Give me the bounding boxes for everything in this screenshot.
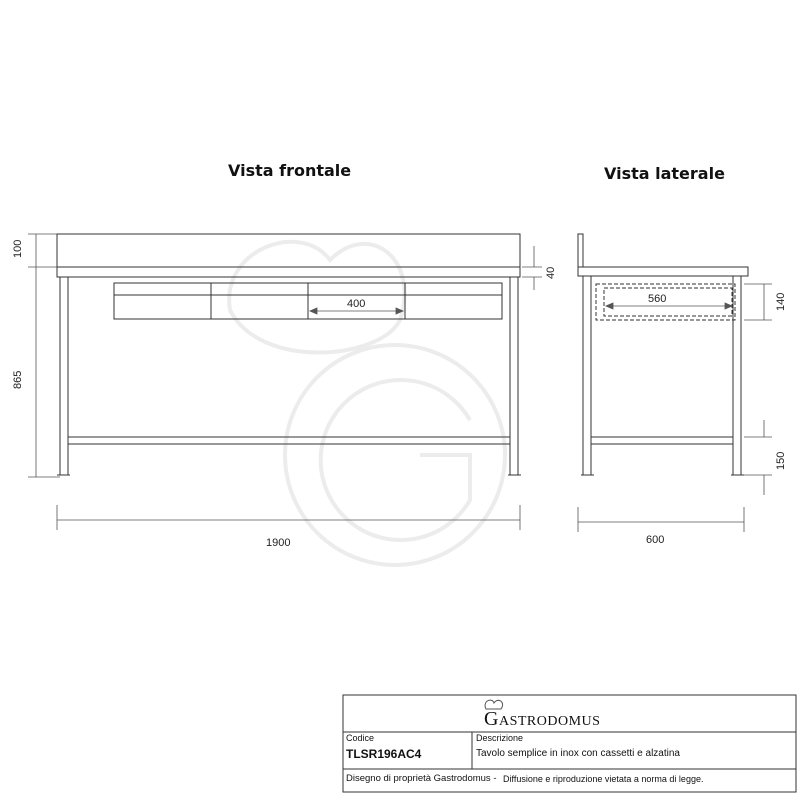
front-dimensions bbox=[28, 234, 542, 530]
side-view-title: Vista laterale bbox=[604, 164, 725, 183]
code-label: Codice bbox=[346, 733, 375, 743]
code-value: TLSR196AC4 bbox=[346, 747, 422, 761]
front-leg-left bbox=[60, 277, 68, 475]
front-shelf bbox=[68, 437, 510, 444]
dim-total-height: 865 bbox=[12, 370, 24, 389]
dim-total-length: 1900 bbox=[266, 537, 291, 549]
front-view bbox=[57, 234, 521, 475]
dim-drawer-height: 140 bbox=[775, 292, 787, 311]
dim-top-thickness: 40 bbox=[545, 266, 557, 279]
front-view-title: Vista frontale bbox=[228, 161, 352, 180]
description-label: Descrizione bbox=[476, 733, 524, 743]
description-value: Tavolo semplice in inox con cassetti e alzatina bbox=[476, 748, 680, 759]
brand-initial: G bbox=[484, 708, 499, 730]
drawer-4 bbox=[405, 283, 502, 319]
dim-drawer-depth: 560 bbox=[648, 293, 667, 305]
front-worktop bbox=[57, 267, 520, 277]
dim-shelf-height: 150 bbox=[775, 451, 787, 470]
front-leg-right bbox=[510, 277, 518, 475]
side-backsplash bbox=[578, 234, 583, 267]
dim-total-depth: 600 bbox=[646, 534, 665, 546]
side-worktop bbox=[578, 267, 748, 276]
side-view bbox=[578, 234, 748, 475]
brand-logo-text bbox=[484, 708, 600, 731]
front-backsplash bbox=[57, 234, 520, 267]
brand-rest: ASTRODOMUS bbox=[498, 714, 601, 729]
dim-drawer-width: 400 bbox=[347, 298, 366, 310]
side-shelf bbox=[591, 437, 733, 444]
dim-backsplash-height: 100 bbox=[12, 239, 24, 258]
side-dimensions bbox=[578, 284, 772, 532]
front-drawers bbox=[114, 283, 502, 319]
side-leg-right bbox=[733, 276, 741, 475]
footer-copyright: Diffusione e riproduzione vietata a norma di legge. bbox=[503, 774, 704, 784]
footer-ownership: Disegno di proprietà Gastrodomus - bbox=[346, 773, 497, 784]
drawer-2 bbox=[211, 283, 308, 319]
drawer-1 bbox=[114, 283, 211, 319]
watermark-logo bbox=[229, 242, 505, 565]
side-leg-left bbox=[583, 276, 591, 475]
